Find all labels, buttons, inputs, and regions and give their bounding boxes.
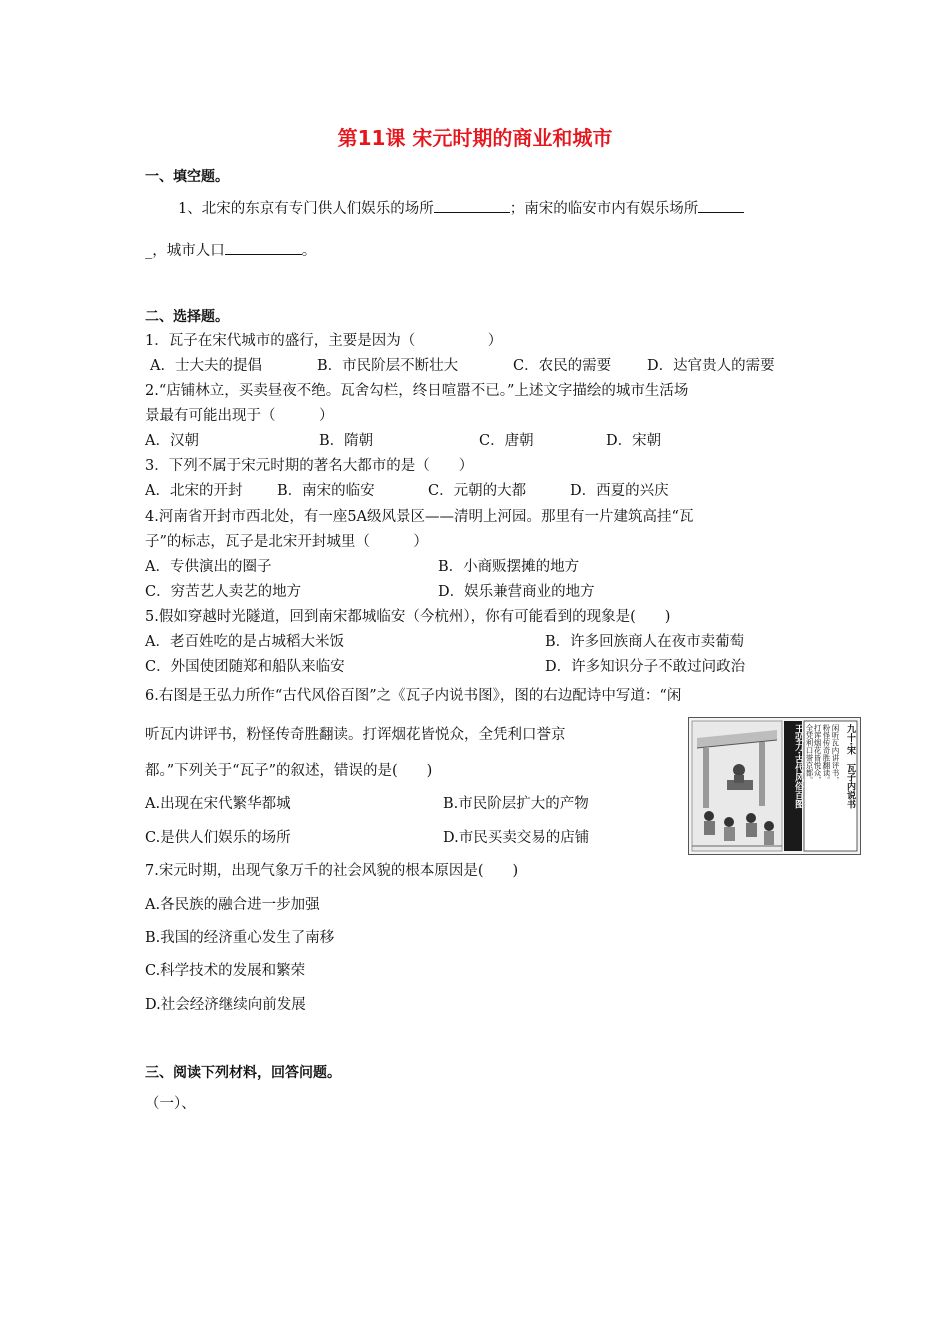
option-7c: C.科学技术的发展和繁荣 bbox=[145, 963, 306, 979]
question-6-line-1: 6.右图是王弘力所作“古代风俗百图”之《瓦子内说书图》，图的右边配诗中写道：“闲 bbox=[145, 688, 682, 704]
section-choice-heading: 二、选择题。 bbox=[145, 309, 229, 325]
option-5a: A．老百姓吃的是占城稻大米饭 bbox=[145, 634, 344, 650]
option-2a: A．汉朝 bbox=[145, 433, 199, 449]
option-4c: C．穷苦艺人卖艺的地方 bbox=[145, 584, 302, 600]
question-7: 7.宋元时期，出现气象万千的社会风貌的根本原因是( ) bbox=[145, 863, 519, 879]
option-3d: D．西夏的兴庆 bbox=[570, 483, 669, 499]
illustration-title-column: 九十·宋 瓦子内说书 bbox=[845, 724, 855, 809]
option-5b: B．许多回族商人在夜市卖葡萄 bbox=[545, 634, 745, 650]
illustration-author-column: 王弘力·古代风俗百图 bbox=[793, 724, 803, 809]
question-6-line-3: 都。”下列关于“瓦子”的叙述，错误的是( ) bbox=[145, 763, 433, 779]
option-4b: B．小商贩摆摊的地方 bbox=[438, 559, 580, 575]
question-6-line-2: 听瓦内讲评书，粉怪传奇胜翻读。打诨烟花皆悦众，全凭利口誉京 bbox=[145, 727, 566, 743]
option-5c: C．外国使团随郑和船队来临安 bbox=[145, 659, 345, 675]
option-1d: D．达官贵人的需要 bbox=[647, 358, 775, 374]
option-2d: D．宋朝 bbox=[606, 433, 662, 449]
section-reading-heading: 三、阅读下列材料，回答问题。 bbox=[145, 1065, 341, 1081]
fill-blank-3[interactable] bbox=[225, 240, 302, 255]
option-2b: B．隋朝 bbox=[319, 433, 374, 449]
option-1b: B．市民阶层不断壮大 bbox=[317, 358, 459, 374]
option-3b: B．南宋的临安 bbox=[277, 483, 375, 499]
question-3: 3．下列不属于宋元时期的著名大都市的是（ ） bbox=[145, 458, 474, 474]
option-1a: A．士大夫的提倡 bbox=[150, 358, 262, 374]
option-7d: D.社会经济继续向前发展 bbox=[145, 997, 306, 1013]
option-4a: A．专供演出的圈子 bbox=[145, 559, 272, 575]
question-2-line-2: 景最有可能出现于（ ） bbox=[145, 408, 334, 424]
illustration-poem-line-3: 打诨烟花皆悦众， bbox=[813, 724, 822, 784]
option-5d: D．许多知识分子不敢过问政治 bbox=[545, 659, 746, 675]
option-6c: C.是供人们娱乐的场所 bbox=[145, 830, 291, 846]
illustration-poem-line-4: 全凭利口誉京都。 bbox=[805, 724, 814, 784]
fill-question-1-line-1: 1、北宋的东京有专门供人们娱乐的场所 ；南宋的临安市内有娱乐场所 bbox=[178, 198, 744, 219]
reading-part-1: （一）、 bbox=[145, 1096, 196, 1112]
fill-blank-2[interactable] bbox=[698, 198, 744, 213]
option-7a: A.各民族的融合进一步加强 bbox=[145, 897, 320, 913]
option-3a: A．北宋的开封 bbox=[145, 483, 243, 499]
option-3c: C．元朝的大都 bbox=[428, 483, 527, 499]
page-title: 第11课 宋元时期的商业和城市 bbox=[337, 126, 613, 150]
option-6d: D.市民买卖交易的店铺 bbox=[443, 830, 590, 846]
option-6b: B.市民阶层扩大的产物 bbox=[443, 796, 589, 812]
option-1c: C．农民的需要 bbox=[513, 358, 612, 374]
question-1: 1．瓦子在宋代城市的盛行，主要是因为（ ） bbox=[145, 333, 503, 349]
section-fill-heading: 一、填空题。 bbox=[145, 169, 229, 185]
question-4-line-2: 子”的标志，瓦子是北宋开封城里（ ） bbox=[145, 534, 428, 550]
fill-blank-1[interactable] bbox=[434, 198, 510, 213]
question-2-line-1: 2.“店铺林立，买卖昼夜不绝。瓦舍勾栏，终日喧嚣不已。”上述文字描绘的城市生活场 bbox=[145, 383, 689, 399]
illustration-poem-line-2: 粉怪传奇胜翻读。 bbox=[822, 724, 831, 784]
option-4d: D．娱乐兼营商业的地方 bbox=[438, 584, 595, 600]
wazi-storytelling-illustration bbox=[688, 717, 861, 855]
illustration-poem-line-1: 闲听瓦内讲评书， bbox=[831, 724, 840, 784]
question-5: 5.假如穿越时光隧道，回到南宋都城临安（今杭州），你有可能看到的现象是( ) bbox=[145, 609, 671, 625]
question-4-line-1: 4.河南省开封市西北处，有一座5A级风景区——清明上河园。那里有一片建筑高挂“瓦 bbox=[145, 509, 694, 525]
option-6a: A.出现在宋代繁华都城 bbox=[145, 796, 291, 812]
fill-question-1-line-2: _，城市人口 。 bbox=[145, 240, 316, 261]
option-2c: C．唐朝 bbox=[479, 433, 534, 449]
option-7b: B.我国的经济重心发生了南移 bbox=[145, 930, 335, 946]
